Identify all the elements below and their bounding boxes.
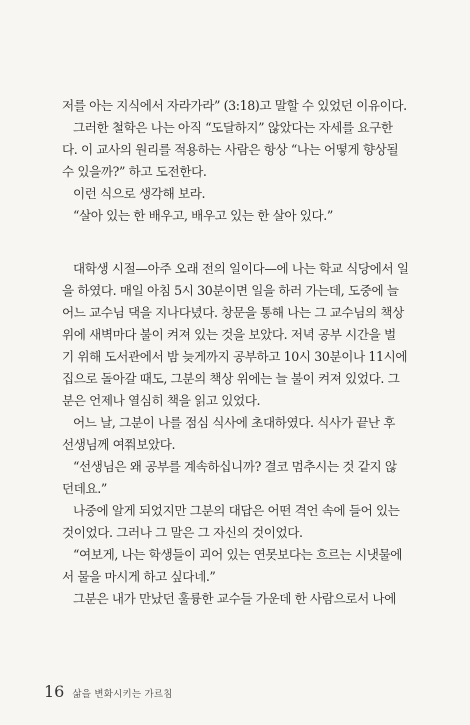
text-line: 저를 아는 지식에서 자라가라” (3:18)고 말할 수 있었던 이유이다. [62, 98, 407, 113]
text-line: 수 있을까?” 하고 도전한다. [62, 164, 207, 179]
quote-line: 서 물을 마시게 하고 싶다네.” [62, 569, 216, 584]
text-line: 이런 식으로 생각해 보라. [73, 186, 206, 201]
text-line: 위에 새벽마다 불이 켜져 있는 것을 보았다. 저녁 공부 시간을 벌 [62, 327, 396, 342]
text-line: 그분은 내가 만났던 훌륭한 교수들 가운데 한 사람으로서 나에 [73, 591, 396, 606]
text-line: 다. 이 교사의 원리를 적용하는 사람은 항상 “나는 어떻게 향상될 [62, 142, 399, 157]
text-line: 대학생 시절—아주 오래 전의 일이다—에 나는 학교 식당에서 일 [73, 261, 409, 276]
quote-line: “선생님은 왜 공부를 계속하십니까? 결코 멈추시는 것 같지 않 [73, 459, 397, 474]
quote-line: “여보게, 나는 학생들이 괴어 있는 연못보다는 흐르는 시냇물에 [73, 547, 403, 562]
text-line: 기 위해 도서관에서 밤 늦게까지 공부하고 10시 30분이나 11시에 [62, 349, 408, 364]
text-line: 그러한 철학은 나는 아직 “도달하지” 않았다는 자세를 요구한 [73, 120, 393, 135]
running-title: 삶을 변화시키는 가르침 [72, 689, 173, 700]
page-number: 16 [44, 682, 65, 701]
text-block-main [62, 258, 408, 610]
page-footer [44, 682, 173, 701]
text-line: 것이었다. 그러나 그 말은 그 자신의 것이었다. [62, 525, 303, 540]
quote-line: “살아 있는 한 배우고, 배우고 있는 한 살아 있다.” [73, 208, 333, 223]
text-line: 분은 언제나 열심히 책을 읽고 있었다. [62, 393, 261, 408]
text-line: 을 하였다. 매일 아침 5시 30분이면 일을 하러 가는데, 도중에 늘 [62, 283, 399, 298]
text-line: 어느 날, 그분이 나를 점심 식사에 초대하였다. 식사가 끝난 후 [73, 415, 396, 430]
text-line: 어느 교수님 댁을 지나다녔다. 창문을 통해 나는 그 교수님의 책상 [62, 305, 404, 320]
text-block-top [62, 95, 408, 227]
text-line: 나중에 알게 되었지만 그분의 대답은 어떤 격언 속에 들어 있는 [73, 503, 400, 518]
quote-line: 던데요.” [62, 481, 107, 496]
text-line: 집으로 돌아갈 때도, 그분의 책상 위에는 늘 불이 켜져 있었다. 그 [62, 371, 400, 386]
text-line: 선생님께 여쭤보았다. [62, 437, 176, 452]
